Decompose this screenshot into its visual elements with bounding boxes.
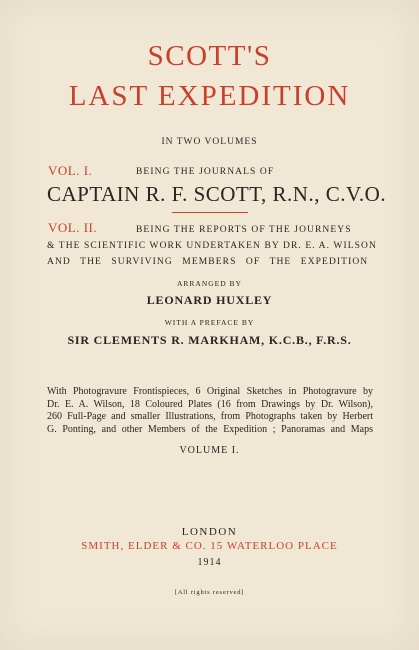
illustrations-line-1: With Photogravure Frontispieces, 6 Original Sketches in Photogravure by bbox=[47, 386, 373, 397]
arranger-name: LEONARD HUXLEY bbox=[146, 293, 273, 307]
vol-one-author: CAPTAIN R. F. SCOTT, R.N., C.V.O. bbox=[47, 182, 387, 206]
arranged-by-label: ARRANGED BY bbox=[177, 279, 242, 288]
imprint-year: 1914 bbox=[197, 557, 222, 568]
vol-two-description-line-2: & THE SCIENTIFIC WORK UNDERTAKEN BY DR. E. A. WILSON bbox=[47, 241, 377, 251]
illustrations-note bbox=[47, 386, 373, 436]
vol-two-label: VOL. II. bbox=[48, 220, 98, 235]
imprint-city: LONDON bbox=[181, 526, 238, 538]
imprint-publisher: SMITH, ELDER & CO. 15 WATERLOO PLACE bbox=[81, 540, 338, 552]
vol-one-label: VOL. I. bbox=[48, 163, 93, 178]
illustrations-line-4: G. Ponting, and other Members of the Expedition ; Panoramas and Maps bbox=[47, 423, 373, 435]
book-title-line-2: LAST EXPEDITION bbox=[68, 80, 351, 112]
illustrations-line-3: 260 Full-Page and smaller Illustrations, from Photographs taken by Herbert bbox=[47, 411, 373, 422]
preface-author-name: SIR CLEMENTS R. MARKHAM, K.C.B., F.R.S. bbox=[67, 333, 352, 347]
vol-one-description: BEING THE JOURNALS OF bbox=[136, 167, 275, 177]
rights-notice: [All rights reserved] bbox=[174, 589, 245, 596]
preface-by-label: WITH A PREFACE BY bbox=[164, 318, 255, 327]
vol-two-description-line-3: AND THE SURVIVING MEMBERS OF THE EXPEDITION bbox=[47, 257, 369, 267]
volume-number: VOLUME I. bbox=[179, 445, 240, 456]
book-title-line-1: SCOTT'S bbox=[147, 40, 272, 72]
illustrations-line-2: Dr. E. A. Wilson, 18 Coloured Plates (16 from Drawings by Dr. Wilson), bbox=[47, 398, 373, 410]
volume-count-subtitle: IN TWO VOLUMES bbox=[161, 137, 258, 147]
vol-two-description-line-1: BEING THE REPORTS OF THE JOURNEYS bbox=[136, 225, 352, 235]
red-divider-rule bbox=[172, 212, 248, 213]
